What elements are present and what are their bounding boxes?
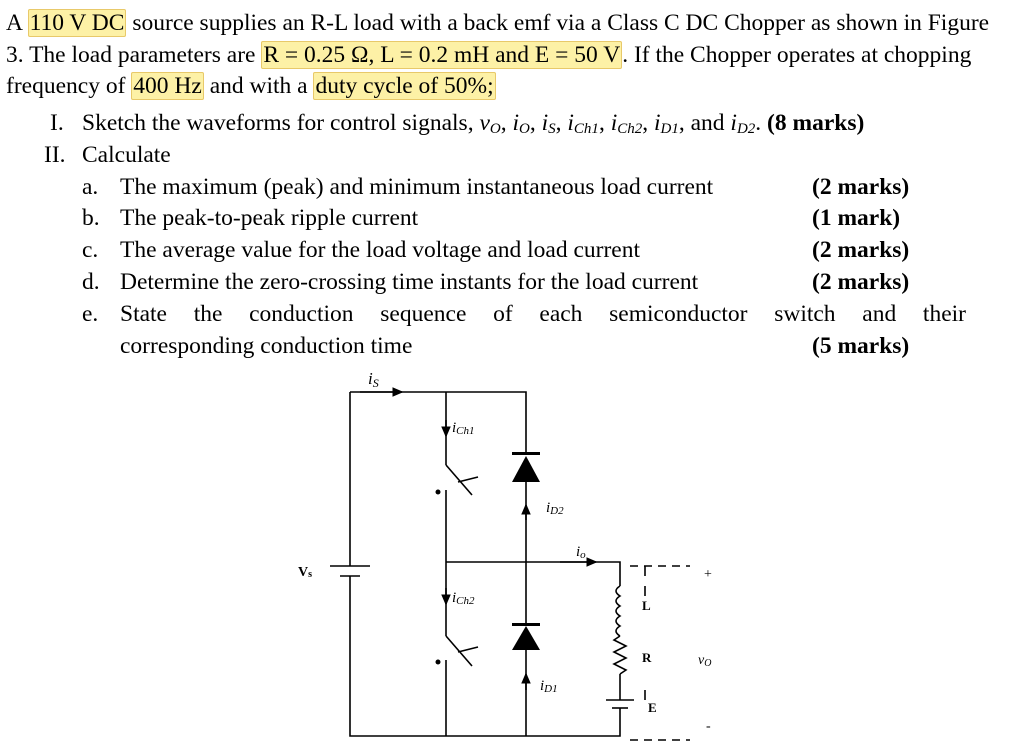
label-id2: iD2 xyxy=(546,500,564,517)
question-2-number: II. xyxy=(44,142,66,168)
d1-diode-triangle xyxy=(512,626,540,650)
part-a-text: The maximum (peak) and minimum instantaneous load current xyxy=(120,174,714,200)
label-ich1: iCh1 xyxy=(452,420,475,437)
intro-text-1: A xyxy=(6,10,28,36)
part-b-letter: b. xyxy=(82,205,100,231)
part-a-letter: a. xyxy=(82,174,99,200)
label-id1: iD1 xyxy=(540,678,558,695)
label-E: E xyxy=(648,700,657,715)
part-d-text: Determine the zero-crossing time instants for the load current xyxy=(120,269,699,295)
wire-left-bottom xyxy=(350,576,526,736)
label-R: R xyxy=(642,650,652,665)
label-io: io xyxy=(576,544,586,561)
part-e-letter: e. xyxy=(82,301,99,327)
label-plus: + xyxy=(704,567,712,582)
intro-text-2: source supplies an R-L load with a back emf via a Class C DC Chopper as shown in Figure 3. The load parameters are xyxy=(6,10,990,68)
load-wire-bottom xyxy=(526,708,620,736)
part-b-marks: (1 mark) xyxy=(812,205,901,231)
highlight-load-parameters: R = 0.25 Ω, L = 0.2 mH and E = 50 V xyxy=(263,41,621,68)
intro-text-3: . If the Chopper operates at chopping frequency of xyxy=(6,41,972,99)
wire-top xyxy=(350,392,526,452)
wire-midpoint xyxy=(446,562,620,586)
part-e-text: State the conduction sequence of each semiconductor switch and their xyxy=(120,301,966,327)
highlight-source-voltage: 110 V DC xyxy=(29,10,125,36)
part-e-marks: (5 marks) xyxy=(812,333,910,359)
label-is: iS xyxy=(368,369,379,390)
ch1-switch-dot xyxy=(436,490,441,495)
ch2-switch-gate xyxy=(458,647,478,652)
inductor-coil xyxy=(616,586,620,636)
label-ich2: iCh2 xyxy=(452,590,475,607)
highlight-duty-cycle: duty cycle of 50%; xyxy=(315,73,494,99)
question-1-marks: (8 marks) xyxy=(767,110,865,136)
part-c-text: The average value for the load voltage and load current xyxy=(120,237,641,263)
label-vo: vO xyxy=(698,653,712,669)
intro-text-4: and with a xyxy=(203,73,314,99)
d1-diode-bar xyxy=(512,623,540,626)
highlight-frequency: 400 Hz xyxy=(133,73,202,99)
ch1-switch-gate xyxy=(458,477,478,482)
label-L: L xyxy=(642,598,651,613)
part-d-letter: d. xyxy=(82,269,100,295)
question-2-text: Calculate xyxy=(82,142,171,168)
d2-diode-bar xyxy=(512,452,540,455)
part-c-letter: c. xyxy=(82,237,99,263)
part-c-marks: (2 marks) xyxy=(812,237,910,263)
part-b-text: The peak-to-peak ripple current xyxy=(120,205,419,231)
ch2-switch-dot xyxy=(436,660,441,665)
question-1-text: Sketch the waveforms for control signals, $v_O$, $i_O$, $i_S$, $i_{Ch1}$, $i_{Ch2}$, $i_{D1}$, and $i_{D2}$. (8 marks) xyxy=(82,110,865,137)
label-minus: - xyxy=(706,719,711,734)
resistor-zigzag xyxy=(614,636,626,674)
part-a-marks: (2 marks) xyxy=(812,174,910,200)
question-1-number: I. xyxy=(50,110,64,136)
part-e-text-2: corresponding conduction time xyxy=(120,333,413,359)
label-vs: Vs xyxy=(298,565,313,580)
part-d-marks: (2 marks) xyxy=(812,269,910,295)
d2-diode-triangle xyxy=(512,456,540,482)
